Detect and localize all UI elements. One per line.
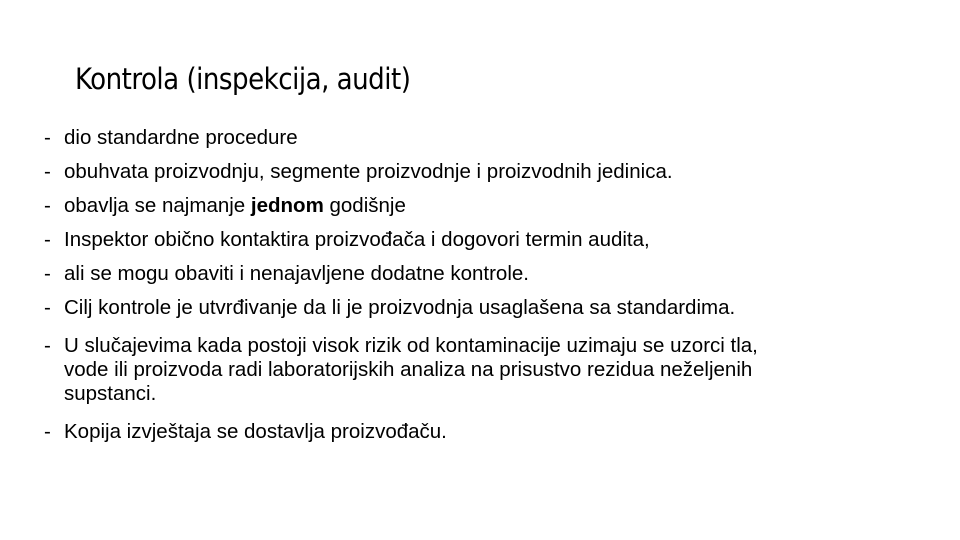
list-item-text: Kopija izvještaja se dostavlja proizvođaču. <box>64 420 447 443</box>
bullet-marker: - <box>44 296 51 319</box>
list-item-text: obuhvata proizvodnju, segmente proizvodnje i proizvodnih jedinica. <box>64 160 673 183</box>
list-item-text: dio standardne procedure <box>64 126 298 149</box>
bullet-marker: - <box>44 262 51 285</box>
list-item <box>44 334 804 406</box>
bullet-list <box>44 126 804 454</box>
bullet-marker: - <box>44 228 51 251</box>
bullet-marker: - <box>44 160 51 183</box>
bullet-marker: - <box>44 334 51 357</box>
bullet-marker: - <box>44 126 51 149</box>
list-item <box>44 228 804 252</box>
slide-title: Kontrola (inspekcija, audit) <box>75 62 411 96</box>
list-item <box>44 126 804 150</box>
list-item <box>44 296 804 320</box>
list-item-text: Inspektor obično kontaktira proizvođača i dogovori termin audita, <box>64 228 650 251</box>
list-item-text-after: godišnje <box>323 194 406 217</box>
list-item-emphasis: jednom <box>250 194 324 217</box>
list-item <box>44 160 804 184</box>
list-item <box>44 194 804 218</box>
list-item-text: U slučajevima kada postoji visok rizik od kontaminacije uzimaju se uzorci tla, vode ili proizvoda radi laboratorijskih analiza na prisustvo rezidua neželjenih supstanci. <box>64 334 758 405</box>
list-item-text: Cilj kontrole je utvrđivanje da li je proizvodnja usaglašena sa standardima. <box>64 296 736 319</box>
list-item-text: ali se mogu obaviti i nenajavljene dodatne kontrole. <box>64 262 529 285</box>
list-item <box>44 420 804 444</box>
bullet-marker: - <box>44 194 51 217</box>
list-item-text-before: obavlja se najmanje <box>64 194 251 217</box>
bullet-marker: - <box>44 420 51 443</box>
list-item <box>44 262 804 286</box>
